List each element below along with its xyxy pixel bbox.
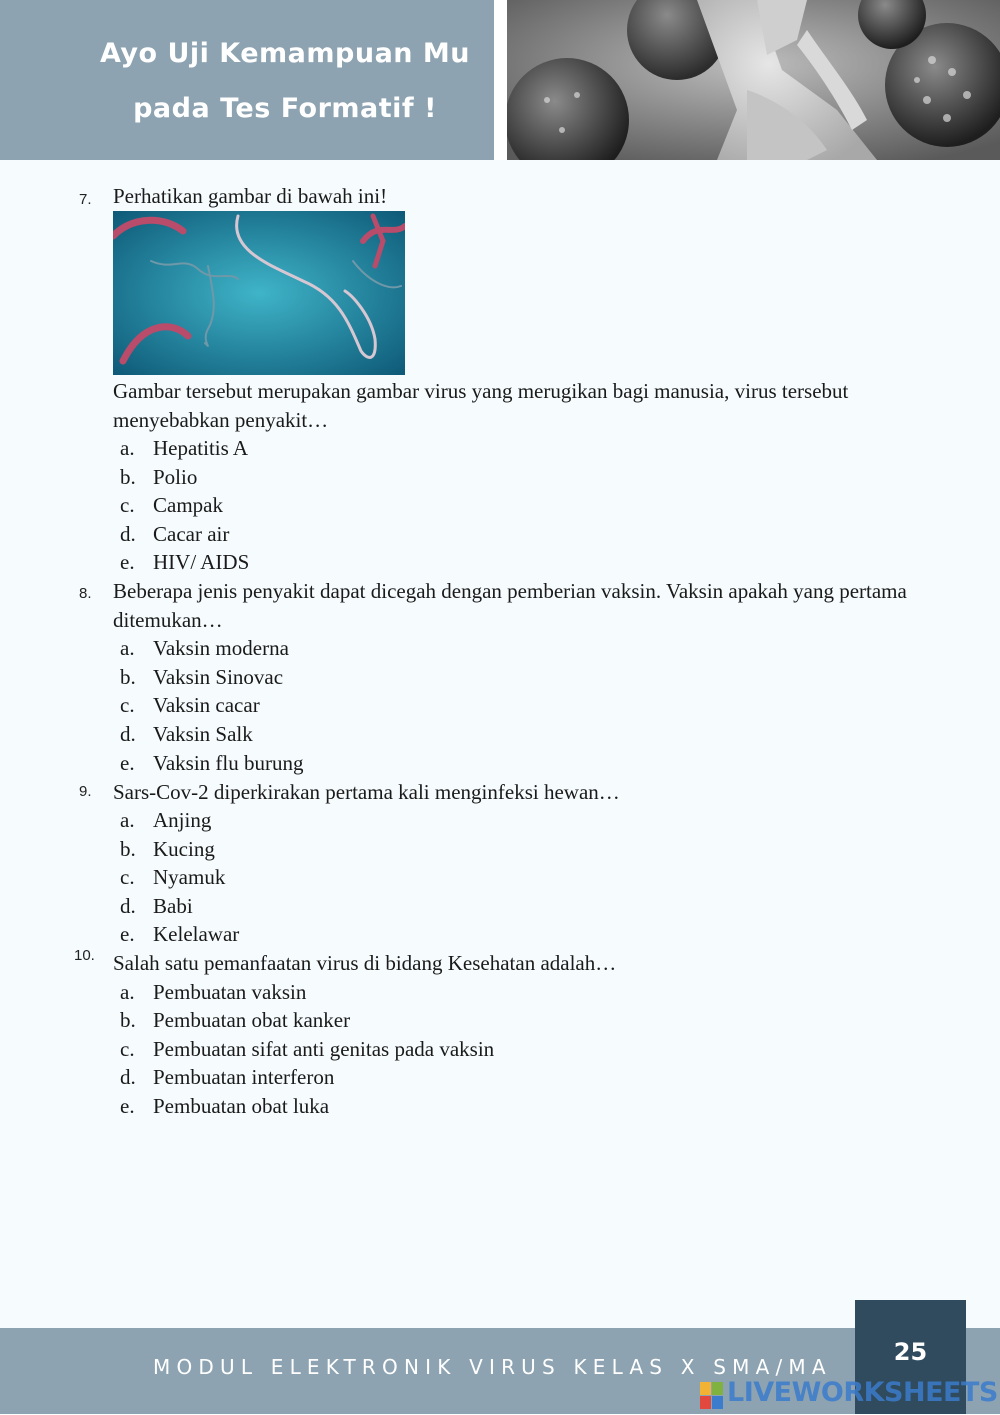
- question-10-option-c[interactable]: [120, 1035, 494, 1064]
- option-letter: d.: [120, 722, 136, 746]
- question-7-number: 7.: [79, 191, 92, 208]
- question-9-text: Sars-Cov-2 diperkirakan pertama kali menginfeksi hewan…: [113, 780, 620, 804]
- option-label: Pembuatan sifat anti genitas pada vaksin: [153, 1037, 495, 1061]
- option-letter: c.: [120, 693, 135, 717]
- option-label: Hepatitis A: [153, 436, 249, 460]
- virus-image: [113, 211, 405, 375]
- question-7-option-a[interactable]: [120, 434, 248, 463]
- option-letter: c.: [120, 493, 135, 517]
- question-7-text-2: Gambar tersebut merupakan gambar virus yang merugikan bagi manusia, virus tersebut menyebabkan penyakit…: [113, 379, 849, 432]
- option-label: Pembuatan interferon: [153, 1065, 335, 1089]
- option-label: Campak: [153, 493, 223, 517]
- liveworksheets-watermark: LIVEWORKSHEETS: [727, 1377, 998, 1408]
- option-label: Kelelawar: [153, 922, 240, 946]
- option-label: Cacar air: [153, 522, 230, 546]
- option-letter: d.: [120, 1065, 136, 1089]
- option-letter: e.: [120, 1094, 135, 1118]
- option-label: Vaksin flu burung: [153, 751, 304, 775]
- option-letter: b.: [120, 465, 136, 489]
- option-label: HIV/ AIDS: [153, 550, 250, 574]
- question-8-option-e[interactable]: [120, 749, 304, 778]
- question-10-option-d[interactable]: [120, 1063, 334, 1092]
- question-8-text: Beberapa jenis penyakit dapat dicegah dengan pemberian vaksin. Vaksin apakah yang pertama ditemukan…: [113, 579, 907, 632]
- option-label: Kucing: [153, 837, 215, 861]
- module-title: MODUL ELEKTRONIK VIRUS KELAS X SMA/MA: [153, 1355, 832, 1379]
- question-9-option-a[interactable]: [120, 806, 211, 835]
- question-9-option-d[interactable]: [120, 892, 193, 921]
- question-8-option-b[interactable]: [120, 663, 283, 692]
- option-label: Vaksin cacar: [153, 693, 260, 717]
- option-letter: e.: [120, 751, 135, 775]
- question-10-text: Salah satu pemanfaatan virus di bidang Kesehatan adalah…: [113, 951, 617, 975]
- option-label: Nyamuk: [153, 865, 226, 889]
- question-8-option-a[interactable]: [120, 634, 289, 663]
- option-letter: d.: [120, 522, 136, 546]
- option-letter: b.: [120, 837, 136, 861]
- option-label: Pembuatan obat luka: [153, 1094, 330, 1118]
- question-7-option-c[interactable]: [120, 491, 223, 520]
- question-8-option-d[interactable]: [120, 720, 253, 749]
- option-letter: c.: [120, 1037, 135, 1061]
- option-letter: a.: [120, 808, 135, 832]
- liveworksheets-logo-icon: [700, 1382, 724, 1410]
- question-9-number: 9.: [79, 783, 92, 800]
- question-9-option-e[interactable]: [120, 920, 239, 949]
- question-9-option-b[interactable]: [120, 835, 215, 864]
- option-label: Babi: [153, 894, 193, 918]
- option-letter: a.: [120, 436, 135, 460]
- question-10-number: 10.: [74, 947, 95, 964]
- question-7-option-d[interactable]: [120, 520, 229, 549]
- option-letter: a.: [120, 980, 135, 1004]
- option-label: Pembuatan vaksin: [153, 980, 307, 1004]
- option-letter: e.: [120, 922, 135, 946]
- option-letter: b.: [120, 1008, 136, 1032]
- page-number: 25: [893, 1338, 928, 1366]
- option-letter: b.: [120, 665, 136, 689]
- question-10-option-e[interactable]: [120, 1092, 329, 1121]
- option-label: Vaksin moderna: [153, 636, 289, 660]
- question-8-option-c[interactable]: [120, 691, 260, 720]
- header-virus-photo: [507, 0, 1000, 160]
- question-7-option-b[interactable]: [120, 463, 197, 492]
- option-label: Anjing: [153, 808, 212, 832]
- option-label: Vaksin Sinovac: [153, 665, 284, 689]
- question-7-option-e[interactable]: [120, 548, 249, 577]
- question-9-option-c[interactable]: [120, 863, 225, 892]
- option-label: Pembuatan obat kanker: [153, 1008, 351, 1032]
- question-7-text: Perhatikan gambar di bawah ini!: [113, 184, 388, 208]
- option-label: Vaksin Salk: [153, 722, 253, 746]
- option-letter: c.: [120, 865, 135, 889]
- option-label: Polio: [153, 465, 198, 489]
- question-10-option-a[interactable]: [120, 978, 306, 1007]
- option-letter: e.: [120, 550, 135, 574]
- option-letter: d.: [120, 894, 136, 918]
- question-8-number: 8.: [79, 585, 92, 602]
- page-title: Ayo Uji Kemampuan Mu pada Tes Formatif !: [99, 38, 471, 124]
- question-10-option-b[interactable]: [120, 1006, 350, 1035]
- option-letter: a.: [120, 636, 135, 660]
- header: [0, 0, 1000, 160]
